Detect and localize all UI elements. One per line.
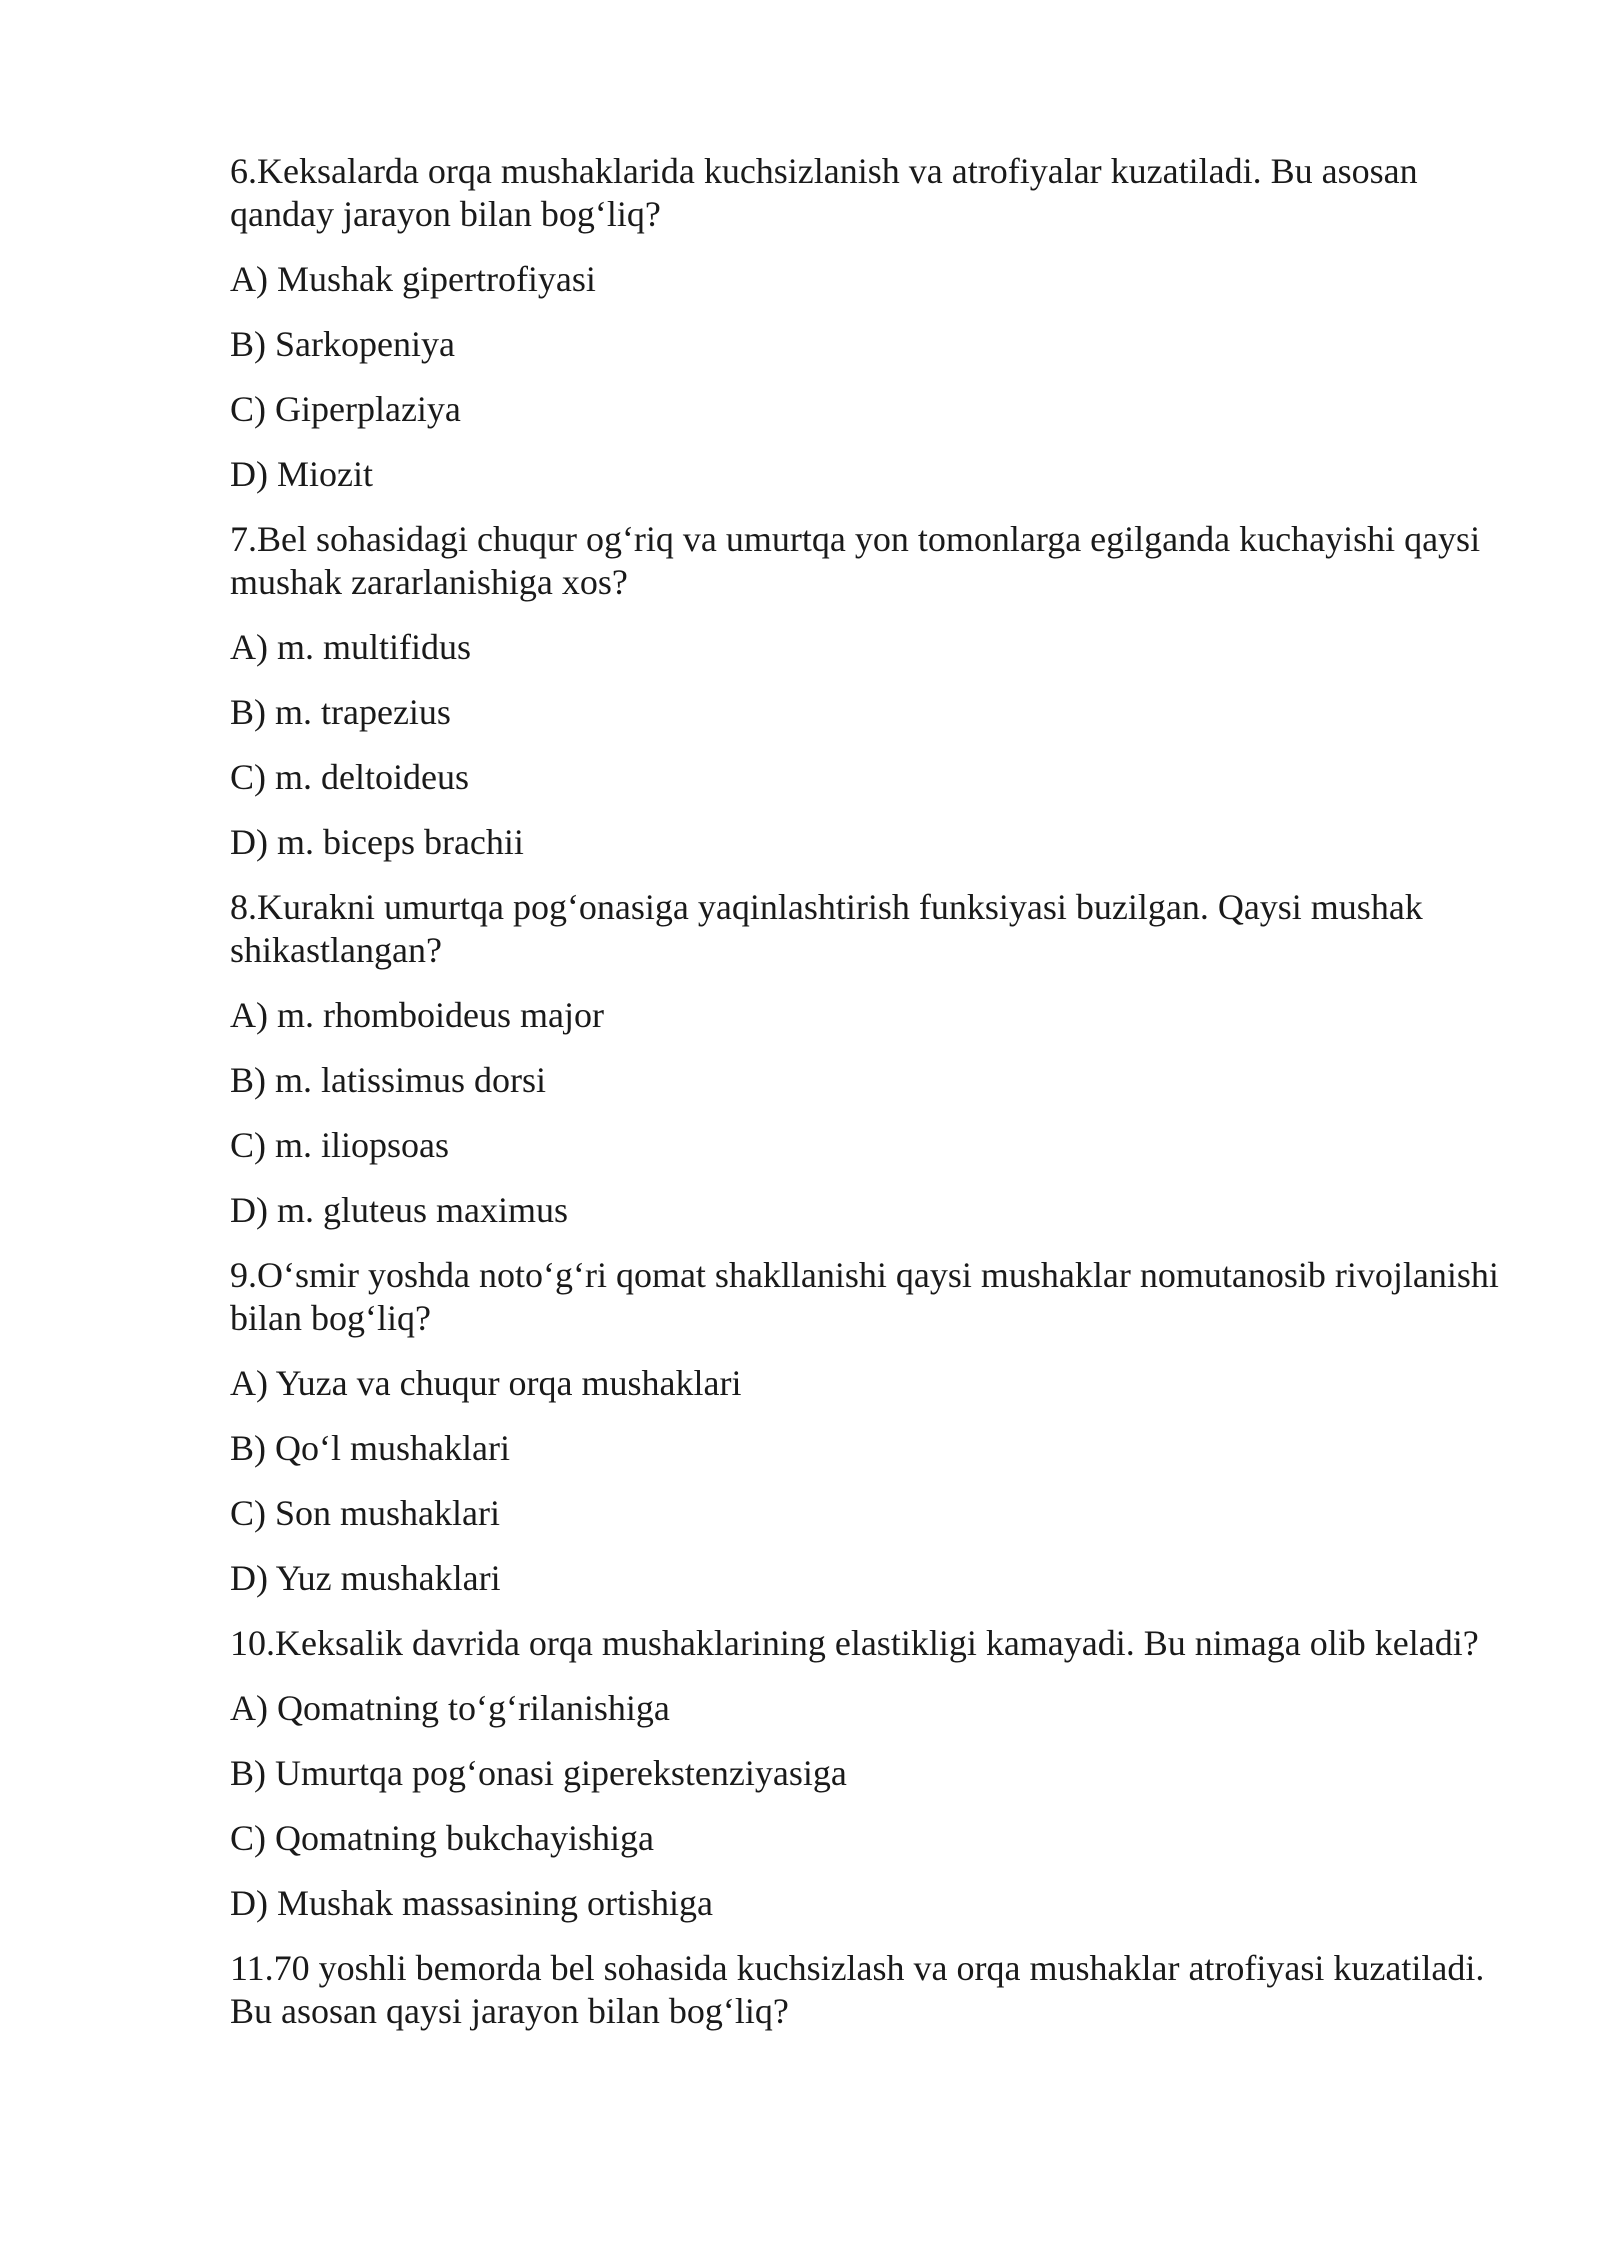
question-list [230,150,1500,2055]
option-a: A) Qomatning to‘g‘rilanishiga [230,1688,670,1728]
option-b: B) m. trapezius [230,692,451,732]
question-7 [230,518,1500,864]
option-c: C) m. iliopsoas [230,1125,450,1165]
option-a: A) Mushak gipertrofiyasi [230,259,596,299]
option-c: C) Giperplaziya [230,389,461,429]
question-10 [230,1622,1500,1925]
question-text: 10.Keksalik davrida orqa mushaklarining elastikligi kamayadi. Bu nimaga olib keladi? [230,1623,1479,1663]
option-b: B) Sarkopeniya [230,324,455,364]
option-a: A) m. rhomboideus major [230,995,604,1035]
option-d: D) Yuz mushaklari [230,1558,501,1598]
option-c: C) Qomatning bukchayishiga [230,1818,654,1858]
question-text: 11.70 yoshli bemorda bel sohasida kuchsizlash va orqa mushaklar atrofiyasi kuzatiladi. Bu asosan qaysi jarayon bilan bog‘liq? [230,1948,1485,2031]
option-d: D) m. gluteus maximus [230,1190,568,1230]
option-c: C) Son mushaklari [230,1493,500,1533]
option-b: B) m. latissimus dorsi [230,1060,547,1100]
question-text: 9.O‘smir yoshda noto‘g‘ri qomat shakllanishi qaysi mushaklar nomutanosib rivojlanishi bilan bog‘liq? [230,1255,1499,1338]
option-a: A) Yuza va chuqur orqa mushaklari [230,1363,742,1403]
question-text: 7.Bel sohasidagi chuqur og‘riq va umurtqa yon tomonlarga egilganda kuchayishi qaysi mushak zararlanishiga xos? [230,519,1481,602]
option-d: D) Miozit [230,454,373,494]
option-c: C) m. deltoideus [230,757,469,797]
question-6 [230,150,1500,496]
option-d: D) Mushak massasining ortishiga [230,1883,713,1923]
question-9 [230,1254,1500,1600]
option-b: B) Qo‘l mushaklari [230,1428,510,1468]
option-a: A) m. multifidus [230,627,471,667]
question-8 [230,886,1500,1232]
question-11 [230,1947,1500,2033]
option-d: D) m. biceps brachii [230,822,524,862]
option-b: B) Umurtqa pog‘onasi giperekstenziyasiga [230,1753,847,1793]
question-text: 6.Keksalarda orqa mushaklarida kuchsizlanish va atrofiyalar kuzatiladi. Bu asosan qanday jarayon bilan bog‘liq? [230,151,1418,234]
question-text: 8.Kurakni umurtqa pog‘onasiga yaqinlashtirish funksiyasi buzilgan. Qaysi mushak shikastlangan? [230,887,1423,970]
